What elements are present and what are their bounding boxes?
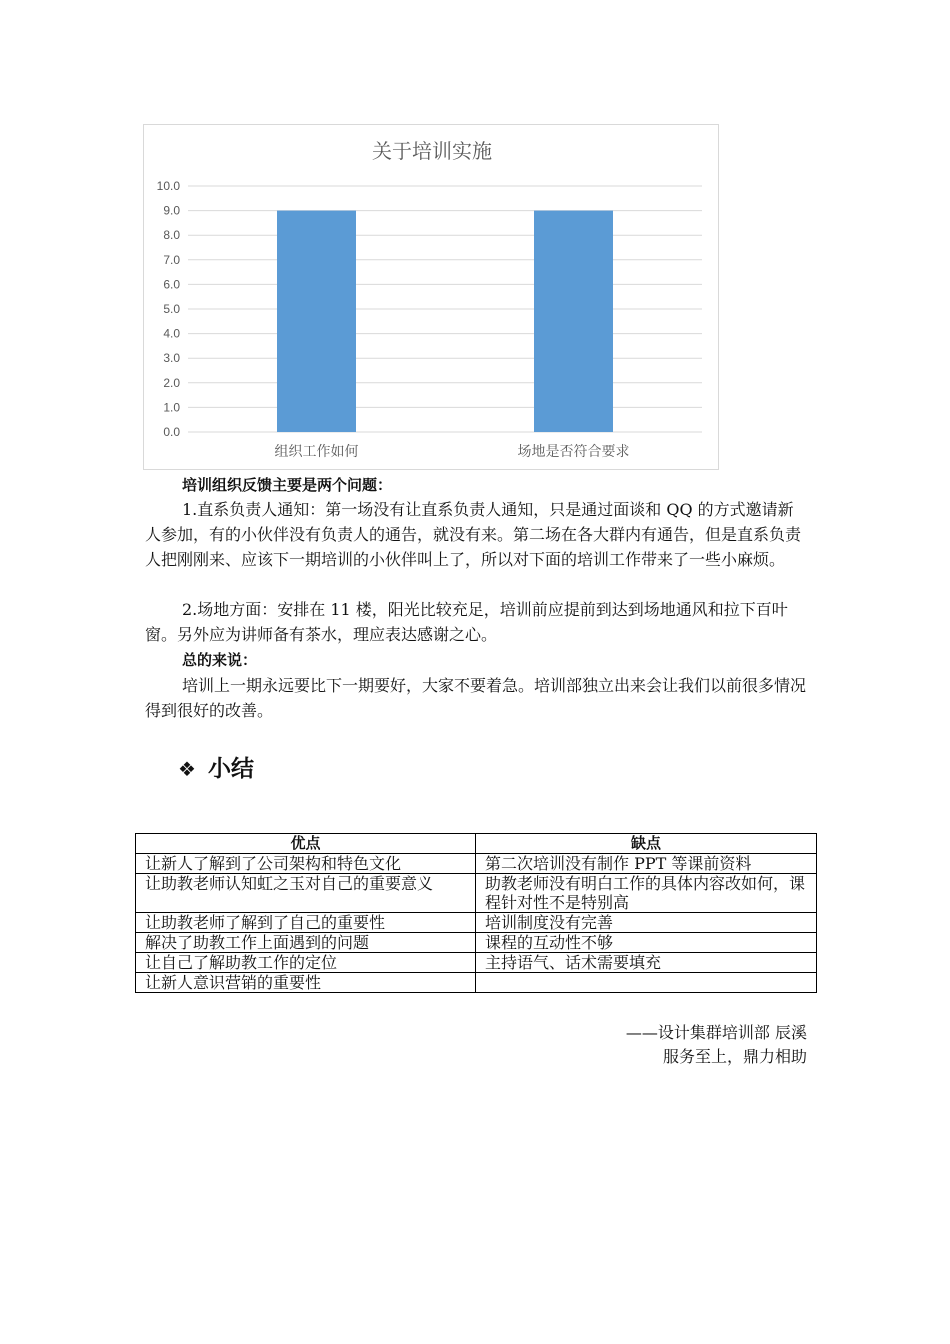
y-tick-label: 0.0 [163,425,180,439]
table-row [136,933,817,953]
feedback-item-2: 2.场地方面：安排在 11 楼，阳光比较充足，培训前应提前到达到场地通风和拉下百叶窗。另外应为讲师备有茶水，理应表达感谢之心。 [145,600,788,644]
y-tick-label: 3.0 [163,351,180,366]
signature-motto: 服务至上，鼎力相助 [662,1047,807,1066]
y-tick-label: 8.0 [163,228,180,243]
table-header-row [136,834,817,854]
signature-department: ——设计集群培训部 辰溪 [625,1023,807,1042]
y-tick-label: 2.0 [163,375,180,390]
pros-cell: 让助教老师了解到了自己的重要性 [136,913,476,933]
cons-cell: 助教老师没有明白工作的具体内容改如何，课程针对性不是特别高 [476,874,817,913]
diamond-bullet-icon: ❖ [178,757,196,781]
y-tick-label: 9.0 [163,203,180,218]
pros-cell: 让自己了解助教工作的定位 [136,953,476,973]
bar [534,211,613,432]
table-row [136,973,817,993]
feedback-heading: 培训组织反馈主要是两个问题： [182,476,393,494]
pros-cons-table [135,833,817,993]
table-row [136,854,817,874]
table-row [136,953,817,973]
summary-text: 培训上一期永远要比下一期要好，大家不要着急。培训部独立出来会让我们以前很多情况得到很好的改善。 [145,676,807,720]
table-row [136,874,817,913]
cons-header: 缺点 [476,834,817,854]
x-category-label: 场地是否符合要求 [517,444,630,460]
table-row [136,913,817,933]
chart-canvas [144,125,720,471]
bar-chart [143,124,719,470]
y-tick-label: 10.0 [156,179,180,193]
cons-cell [476,973,817,993]
bar [277,211,356,432]
chart-title: 关于培训实施 [372,139,492,163]
section-heading [178,750,254,783]
y-tick-label: 4.0 [163,326,180,341]
feedback-item-1: 1.直系负责人通知：第一场没有让直系负责人通知，只是通过面谈和 QQ 的方式邀请新人参加，有的小伙伴没有负责人的通告，就没有来。第二场在各大群内有通告，但是直系负责人把刚刚来、应该下一期培训的小伙伴叫上了，所以对下面的培训工作带来了一些小麻烦。 [145,500,802,569]
pros-cell: 让新人了解到了公司架构和特色文化 [136,854,476,874]
cons-cell: 课程的互动性不够 [476,933,817,953]
section-title: 小结 [207,756,254,782]
cons-cell: 第二次培训没有制作 PPT 等课前资料 [476,854,817,874]
cons-cell: 培训制度没有完善 [476,913,817,933]
pros-cell: 让新人意识营销的重要性 [136,973,476,993]
x-category-label: 组织工作如何 [274,444,359,460]
pros-header: 优点 [136,834,476,854]
y-tick-label: 1.0 [163,400,180,415]
pros-cell: 让助教老师认知虹之玉对自己的重要意义 [136,874,476,913]
y-tick-label: 5.0 [163,302,180,316]
summary-heading: 总的来说： [182,651,258,669]
cons-cell: 主持语气、话术需要填充 [476,953,817,973]
pros-cell: 解决了助教工作上面遇到的问题 [136,933,476,953]
y-tick-label: 7.0 [163,252,180,267]
y-tick-label: 6.0 [163,277,180,292]
